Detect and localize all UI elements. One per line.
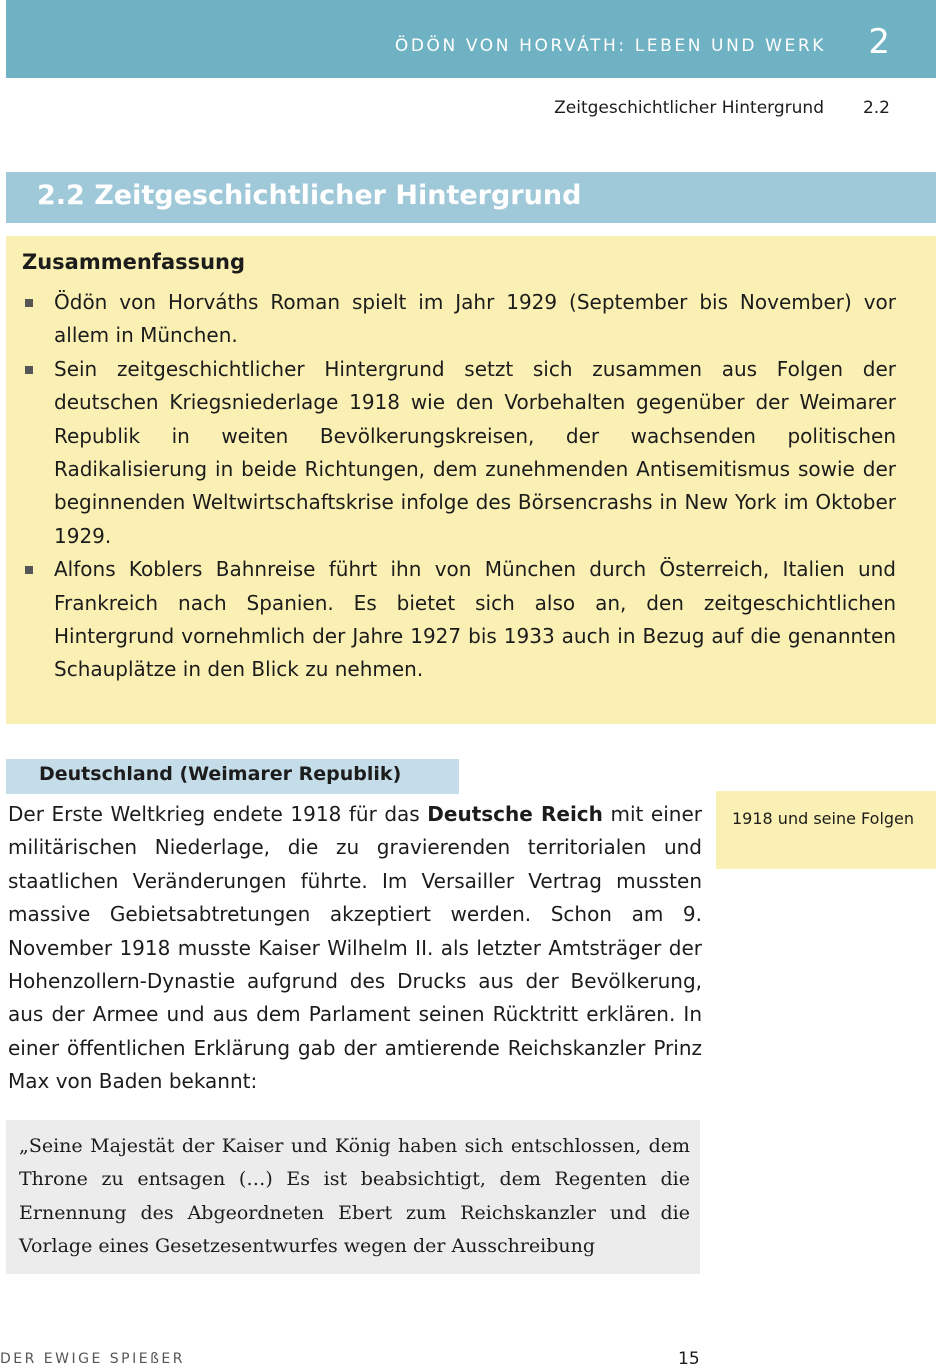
summary-list [22, 286, 896, 687]
summary-item [22, 353, 896, 553]
summary-item-text: Sein zeitgeschichtlicher Hintergrund setzt sich zusammen aus Folgen der deutschen Kriegsniederlage 1918 wie den Vorbehalten gegenüber der Weimarer Republik in weiten Bevölkerungskreisen, der wachsenden politischen Radikalisierung in beide Richtungen, dem zunehmenden Antisemitismus sowie der beginnenden Weltwirtschaftskrise infolge des Börsencrashs in New York im Oktober 1929. [54, 356, 896, 548]
quote-block: „Seine Majestät der Kaiser und König haben sich entschlossen, dem Throne zu entsagen (…) Es ist beabsichtigt, dem Regenten die Ernennung des Abgeordneten Ebert zum Reichskanzler und die Vorlage eines Gesetzesentwurfes wegen der Ausschreibung [6, 1120, 700, 1274]
summary-heading: Zusammenfassung [22, 250, 246, 274]
running-head [0, 98, 936, 124]
body-intro: Der Erste Weltkrieg endete 1918 für das [8, 802, 420, 826]
summary-item [22, 553, 896, 687]
summary-item-text: Alfons Koblers Bahnreise führt ihn von München durch Österreich, Italien und Frankreich nach Spanien. Es bietet sich also an, den zeitgeschichtlichen Hintergrund vornehmlich der Jahre 1927 bis 1933 auch in Bezug auf die genannten Schauplätze in den Blick zu nehmen. [54, 557, 896, 682]
chapter-number: 2 [868, 22, 890, 62]
bullet-square-icon [25, 566, 33, 574]
bullet-square-icon [25, 366, 33, 374]
subsection-heading: Deutschland (Weimarer Republik) [6, 759, 459, 794]
chapter-title: ÖDÖN VON HORVÁTH: LEBEN UND WERK [394, 36, 826, 56]
summary-item [22, 286, 896, 353]
running-head-title: Zeitgeschichtlicher Hintergrund [554, 98, 824, 118]
summary-box [6, 236, 936, 724]
body-paragraph [8, 798, 702, 1099]
footer-page-number: 15 [678, 1349, 700, 1369]
running-head-number: 2.2 [862, 98, 890, 118]
body-rest: mit einer militärischen Niederlage, die zu gravierenden territorialen und staatlichen Veränderungen führte. Im Versailler Vertrag mussten massive Gebietsabtretungen akzeptiert werden. Schon am 9. November 1918 musste Kaiser Wilhelm II. als letzter Amtsträger der Hohenzollern-Dynastie aufgrund des Drucks aus der Bevölkerung, aus der Armee und aus dem Parlament seinen Rücktritt erklären. In einer öffentlichen Erklärung gab der amtierende Reichskanzler Prinz Max von Baden bekannt: [8, 802, 702, 1094]
body-bold-term: Deutsche Reich [427, 802, 603, 826]
footer-book-title: DER EWIGE SPIEßER [0, 1351, 185, 1367]
chapter-header-bar [6, 0, 936, 78]
bullet-square-icon [25, 299, 33, 307]
section-title: 2.2 Zeitgeschichtlicher Hintergrund [6, 172, 936, 223]
margin-note: 1918 und seine Folgen [716, 791, 936, 869]
summary-item-text: Ödön von Horváths Roman spielt im Jahr 1929 (September bis November) vor allem in München. [54, 290, 896, 348]
